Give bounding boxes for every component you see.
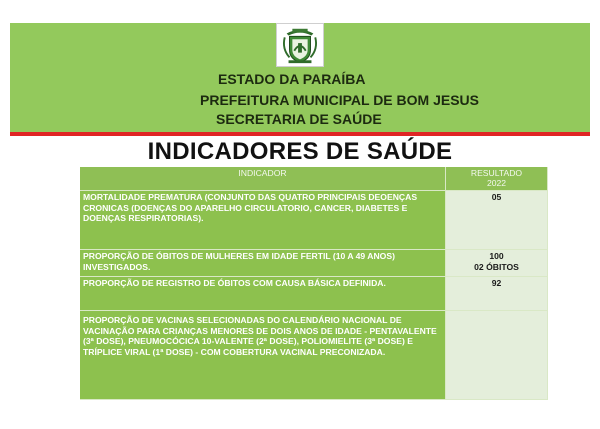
state-name: ESTADO DA PARAÍBA [218,71,366,87]
result-value: 92 [491,278,502,288]
indicator-cell: MORTALIDADE PREMATURA (CONJUNTO DAS QUATRO PRINCIPAIS DEOENÇAS CRONICAS (DOENÇAS DO APARELHO CIRCULATORIO, CANCER, DIABETES E DOENÇAS RESPIRATORIAS). [80,191,446,250]
indicator-column-header: INDICADOR [80,167,446,191]
indicator-cell: PROPORÇÃO DE VACINAS SELECIONADAS DO CALENDÁRIO NACIONAL DE VACINAÇÃO PARA CRIANÇAS MENORES DE DOIS ANOS DE IDADE - PENTAVALENTE (3ª DOSE), PNEUMOCÓCICA 10-VALENTE (2ª DOSE), POLIOMIELITE (3ª DOSE) E TRÍPLICE VIRAL (1ª DOSE) - COM COBERTURA VACINAL PRECONIZADA. [80,311,446,400]
result-cell [446,250,548,277]
table-row [80,250,548,277]
municipal-coat-of-arms-icon [276,23,324,67]
table-row [80,191,548,250]
result-cell [446,191,548,250]
department-name: SECRETARIA DE SAÚDE [216,111,382,127]
table-row [80,277,548,311]
header-divider [10,132,590,136]
page-title: INDICADORES DE SAÚDE [147,138,453,165]
table-header-row [80,167,548,191]
result-note: 02 ÓBITOS [474,261,519,272]
result-value: 100 [489,251,504,261]
result-cell [446,277,548,311]
result-value: 05 [491,192,502,202]
city-hall-name: PREFEITURA MUNICIPAL DE BOM JESUS [200,92,479,108]
indicator-cell: PROPORÇÃO DE REGISTRO DE ÓBITOS COM CAUSA BÁSICA DEFINIDA. [80,277,446,311]
result-header-line-1: RESULTADO [470,168,523,178]
indicators-table [80,167,548,400]
result-column-header [446,167,548,191]
result-header-line-2: 2022 [486,178,507,188]
result-cell [446,311,548,400]
table-row [80,311,548,400]
indicator-cell: PROPORÇÃO DE ÓBITOS DE MULHERES EM IDADE FERTIL (10 A 49 ANOS) INVESTIGADOS. [80,250,446,277]
